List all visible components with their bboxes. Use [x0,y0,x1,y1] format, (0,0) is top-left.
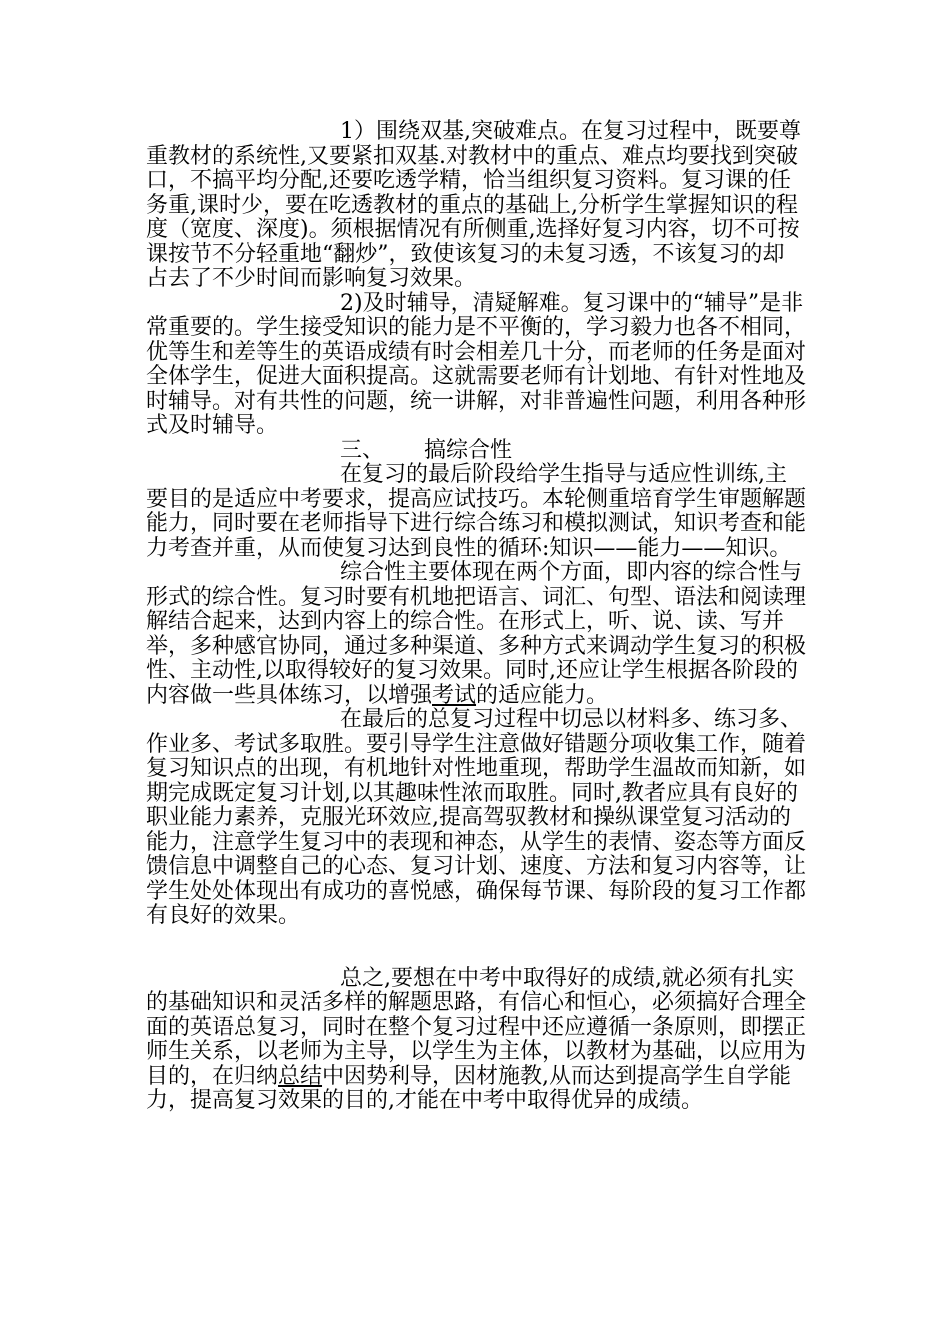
document-body [146,120,806,1114]
paragraph-avoid [146,708,806,929]
paragraph-text: 2)及时辅导，清疑解难。复习课中的“辅导”是非常重要的。学生接受知识的能力是不平衡的，学习毅力也各不相同，优等生和差等生的英语成绩有时会相差几十分，而老师的任务是面对全体学生，促进大面积提高。这就需要老师有计划地、有针对性地及时辅导。对有共性的问题，统一讲解，对非普遍性问题，利用各种形式及时辅导。 [146,290,807,438]
paragraph-final-stage [146,463,806,561]
paragraph-conclusion [146,967,806,1114]
paragraph-text-tail: 中因势利导，因材施教,从而达到提高学生自学能力，提高复习效果的目的,才能在中考中取得优异的成绩。 [146,1063,792,1113]
section-heading [146,439,806,464]
paragraph-review-basics [146,120,806,292]
paragraph-tutoring [146,292,806,439]
section-number: 三、 [340,437,385,463]
section-title: 搞综合性 [424,437,513,463]
paragraph-text: 1）围绕双基,突破难点。在复习过程中，既要尊重教材的系统性,又要紧扣双基.对教材中的重点、难点均要找到突破口，不搞平均分配,还要吃透学精，恰当组织复习资料。复习课的任务重,课时少，要在吃透教材的重点的基础上,分析学生掌握知识的程度（宽度、深度)。须根据情况有所侧重,选择好复习内容，切不可按课按节不分轻重地“翻炒”，致使该复习的未复习透，不该复习的却占去了不少时间而影响复习效果。 [146,119,801,291]
paragraph-gap [146,929,806,967]
paragraph-comprehensive [146,561,806,708]
paragraph-text: 总之,要想在中考中取得好的成绩,就必须有扎实的基础知识和灵活多样的解题思路，有信心和恒心，必须搞好合理全面的英语总复习，同时在整个复习过程中还应遵循一条原则，即摆正师生关系，以老师为主导，以学生为主体，以教材为基础，以应用为目的，在归纳 [146,965,807,1089]
paragraph-text: 在最后的总复习过程中切忌以材料多、练习多、作业多、考试多取胜。要引导学生注意做好错题分项收集工作，随着复习知识点的出现，有机地针对性地重现，帮助学生温故而知新，如期完成既定复习计划,以其趣味性浓而取胜。同时,教者应具有良好的职业能力素养，克服光环效应,提高驾驭教材和操纵课堂复习活动的能力，注意学生复习中的表现和神态，从学生的表情、姿态等方面反馈信息中调整自己的心态、复习计划、速度、方法和复习内容等，让学生处处体现出有成功的喜悦感，确保每节课、每阶段的复习工作都有良好的效果。 [146,707,807,928]
paragraph-text: 在复习的最后阶段给学生指导与适应性训练,主要目的是适应中考要求，提高应试技巧。本轮侧重培育学生审题解题能力，同时要在老师指导下进行综合练习和模拟测试，知识考查和能力考查并重，从而使复习达到良性的循环:知识——能力——知识。 [146,462,807,561]
paragraph-text: 综合性主要体现在两个方面，即内容的综合性与形式的综合性。复习时要有机地把语言、词汇、句型、语法和阅读理解结合起来，达到内容上的综合性。在形式上，听、说、读、写并举，多种感官协同，通过多种渠道、多种方式来调动学生复习的积极性、主动性,以取得较好的复习效果。同时,还应让学生根据各阶段的内容做一些具体练习，以增强 [146,560,807,708]
summary-link[interactable]: 总结 [278,1063,323,1089]
paragraph-text-tail: 的适应能力。 [476,682,609,708]
exam-link[interactable]: 考试 [432,682,477,708]
